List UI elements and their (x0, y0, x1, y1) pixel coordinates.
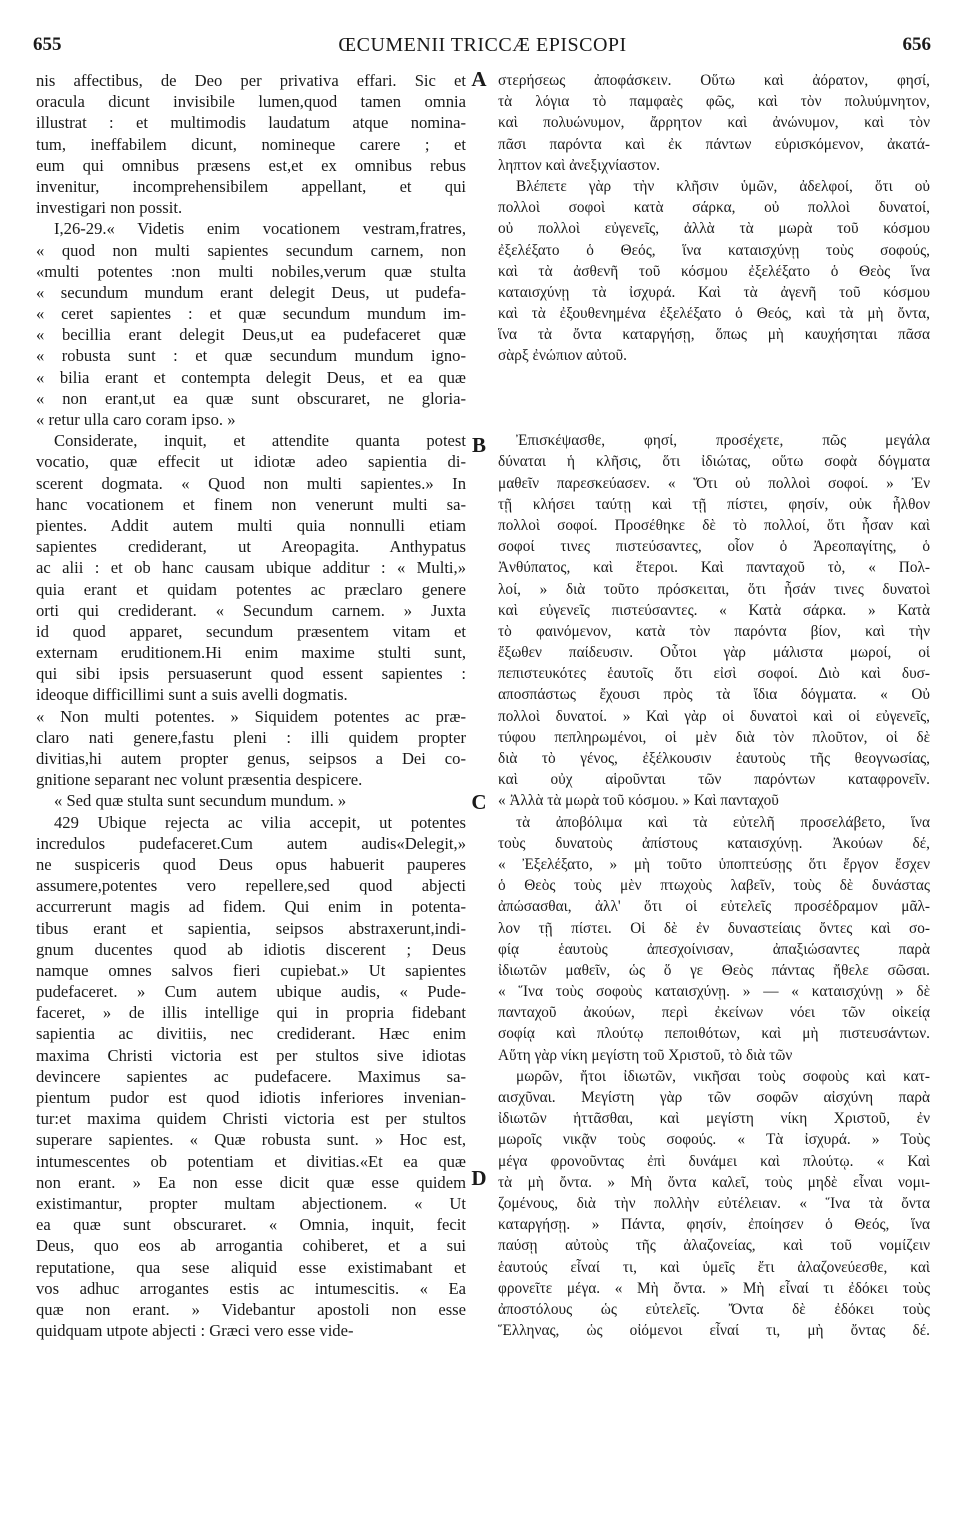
latin-column (36, 70, 466, 1341)
latin-line: ac alii : et ob hanc causam ubique additur : « Multi,» (36, 558, 466, 578)
greek-line: σοφοί τινες πιστεύσαντες, οἷον ὁ Ἀρεοπαγίτης, ὁ (498, 538, 930, 556)
latin-line: scerent dogmata. « Quod non multi sapientes.» In (36, 473, 466, 493)
section-marker-d: D (471, 1166, 487, 1190)
latin-line: « bilia erant et contempta delegit Deus, et ea quæ (36, 367, 466, 387)
latin-line: accurrerunt magis ad fidem. Qui enim in potenta- (36, 897, 466, 917)
greek-line: πολλοὶ σοφοί. Προσέθηκε δὲ τὸ πολλοί, ὅτι ἦσαν καὶ (498, 516, 930, 534)
greek-line: μωροῖς νικᾷν τοὺς σοφούς. « Τὰ ἰσχυρά. » Τοὺς (498, 1131, 930, 1149)
greek-line: πολλοὶ σοφοὶ κατὰ σάρκα, οὐ πολλοὶ δυνατοί, (498, 199, 930, 217)
greek-line: Βλέπετε γὰρ τὴν κλῆσιν ὑμῶν, ἀδελφοί, ὅτι οὐ (516, 177, 930, 195)
latin-line: « non erant,ut ea quæ sunt obscuraret, ne gloria- (36, 388, 466, 408)
greek-line: καὶ τὰ ἐξουθενημένα ἐξελέξατο ὁ Θεός, καὶ τὰ μὴ ὄντα, (498, 305, 930, 323)
page-number-right: 656 (902, 34, 931, 55)
latin-line: sapientes crediderant, ut Areopagita. Anthypatus (36, 537, 466, 557)
greek-line: καταισχύνῃ τὰ ἰσχυρά. Καὶ τὰ ἀγενῆ τοῦ κόσμου (498, 283, 930, 301)
greek-line: φρονεῖτε μέγα. « Μὴ ὄντα. » Μὴ εἶναί τι ἐδόκει τοὺς (498, 1279, 930, 1297)
greek-line: ληπτον καὶ ἀνεξιχνίαστον. (498, 156, 660, 174)
latin-line: pientes. Addit autem multi quia nonnulli etiam (36, 515, 466, 535)
greek-line: Ἕλληνας, ὡς οἰόμενοι εἶναί τι, μὴ ὄντας δέ. (498, 1322, 930, 1340)
latin-line: orti qui crediderant. « Secundum carnem. » Juxta (36, 600, 466, 620)
greek-line: πᾶσι παρόντα καὶ ἐκ πάντων εὑρισκόμενον, ἀκατά- (498, 135, 930, 153)
greek-line: τύφου πεπληρωμένοι, οἱ μὲν διὰ τὸν πλοῦτον, οἱ δὲ (498, 728, 930, 746)
section-marker-c: C (471, 790, 487, 814)
greek-line: πανταχοῦ ἀκούων, περὶ ἐκείνων νόει τῶν οἰκείᾳ (498, 1004, 930, 1022)
latin-line: ne suspiceris quod Deus opus habuerit pauperes (36, 854, 466, 874)
latin-line: « Non multi potentes. » Siquidem potentes ac præ- (36, 706, 466, 726)
latin-line: qui sibi ipsis persuaserunt quod essent sapientes : (36, 664, 466, 684)
greek-line (498, 367, 930, 388)
latin-line: tur:et maxima quidem Christi victoria est per stultos (36, 1109, 466, 1129)
latin-line: pudefaceret. » Cum autem ubique audis, « Pude- (36, 982, 466, 1002)
greek-line: διὰ τὸ γένος, ἐξέλκουσιν ἑαυτοὺς τῆς θεογνωσίας, (498, 750, 930, 767)
latin-line: « Sed quæ stulta sunt secundum mundum. » (54, 791, 347, 811)
latin-line: « secundum mundum erant delegit Deus, ut pudefa- (36, 282, 466, 302)
latin-line: namque omnes salvos fieri cupiebat.» Ut sapientes (36, 960, 466, 980)
greek-line: τὰ μὴ ὄντα. » Μὴ ὄντα καλεῖ, τοὺς μηδὲ εἶναι νομι- (498, 1173, 930, 1191)
latin-line: « quod non multi sapientes secundum carnem, non (36, 240, 466, 260)
greek-line: ἔξωθεν παίδευσιν. Οὗτοι γὰρ μάλιστα μωροί, οἱ (498, 644, 930, 662)
latin-line: «multi potentes :non multi nobiles,verum quæ stulta (36, 261, 466, 281)
greek-line: ἀπώσασθαι, ἀλλ' ὅτι οἱ εὐτελεῖς προσέδραμον μᾶλ- (498, 898, 930, 916)
latin-line: existimantur, propter multam abjectionem. « Ut (36, 1193, 466, 1213)
latin-line: reputatione, qua sese aliquid esse existimabant et (36, 1257, 466, 1277)
greek-line (498, 388, 930, 409)
greek-line: οὐ πολλοὶ εὐγενεῖς, ἀλλὰ τὰ μωρὰ τοῦ κόσμου (498, 220, 930, 238)
greek-line: καὶ πολυώνυμον, ἄρρητον καὶ ἀνώνυμον, καὶ τὸν (498, 114, 930, 132)
greek-line: σοφίᾳ καὶ πλούτῳ πεποιθότων, καὶ μὴ πιστευσάντων. (498, 1025, 930, 1043)
latin-line: ideoque difficillimi sunt a suis avelli dogmatis. (36, 685, 348, 705)
greek-line: πεπιστευκότες ἑαυτοῖς ὅτι εἰσὶ σοφοί. Διὸ καὶ δυσ- (498, 665, 930, 683)
latin-line: « retur ulla caro coram ipso. » (36, 410, 236, 429)
greek-line: τὰ λόγια τὸ παμφαὲς φῶς, καὶ τὸν πολυύμνητον, (498, 93, 930, 111)
greek-line: τὰ ἀποβόλιμα καὶ τὰ εὐτελῆ προσελάβετο, ἵνα (516, 813, 930, 831)
latin-line: gnitione separant nec volunt præsentia despicere. (36, 770, 363, 790)
greek-line (498, 409, 930, 430)
greek-line: ζομένους, διὰ τὴν πολλὴν εὐτέλειαν. « Ἵνα τὰ ὄντα (498, 1194, 930, 1212)
greek-line: μωρῶν, ἤτοι ἰδιωτῶν, νικῆσαι τοὺς σοφοὺς καὶ κατ- (516, 1067, 930, 1085)
running-title: ŒCUMENII TRICCÆ EPISCOPI (338, 34, 627, 56)
greek-line: καὶ εὐγενεῖς πιστεύσαντες. « Κατὰ σάρκα. » Κατὰ (498, 601, 930, 619)
latin-line: « ceret sapientes : et quæ secundum mundum im- (36, 304, 466, 324)
latin-line: investigari non possit. (36, 198, 183, 218)
latin-line: 429 Ubique rejecta ac vilia accepit, ut potentes (54, 812, 466, 832)
latin-line: Considerate, inquit, et attendite quanta potest (54, 431, 466, 451)
latin-line: faceret, » de illis intellige qui in propria fidebant (36, 1003, 466, 1023)
greek-line: Ἀνθύπατος, καὶ ἕτεροι. Καὶ πανταχοῦ τὸ, « Πολ- (498, 559, 930, 577)
greek-line: παύσῃ αὐτοὺς τῆς ἀλαζονείας, καὶ τοῦ νομίζειν (498, 1237, 930, 1255)
greek-line: « Ἀλλὰ τὰ μωρὰ τοῦ κόσμου. » Καὶ πανταχοῦ (498, 792, 779, 810)
latin-line: maxima Christi victoria est per stultos sive idiotas (36, 1045, 466, 1065)
greek-line: λον τῇ πίστει. Οἱ δὲ ἐν δυναστείαις ὄντες καὶ σο- (498, 919, 930, 937)
latin-line: eum qui omnibus præsens est,et ex omnibus rebus (36, 155, 466, 175)
greek-column (498, 70, 930, 1341)
latin-line: sapientia ac divitiis, nec crediderant. Hæc enim (36, 1024, 466, 1044)
greek-line: αισχῦναι. Μεγίστη γὰρ τῶν σοφῶν αἰσχύνη παρὰ (498, 1089, 930, 1106)
latin-line: ea quæ sunt obscuraret. « Omnia, inquit, fecit (36, 1215, 466, 1235)
latin-line: quæ non erant. » Videbantur apostoli non esse (36, 1299, 466, 1319)
latin-line: pientum pudor est quod idiotis inferiores invenian- (36, 1088, 466, 1107)
greek-line: αποσπάστως ἔχουσι πρὸς τὰ ἴδια δόγματα. « Οὐ (498, 686, 930, 704)
latin-line: hanc vocationem et finem non venerunt multi sa- (36, 494, 466, 514)
greek-line: ἵνα τὰ ὄντα καταργήσῃ, ὅπως μὴ καυχήσηται πᾶσα (498, 326, 930, 344)
greek-line: « Ἐξελέξατο, » μὴ τοῦτο ὑποπτεύσῃς ὅτι ἔργον ἔσχεν (498, 855, 930, 873)
latin-line: nis affectibus, de Deo per privativa effari. Sic et (36, 71, 466, 90)
latin-line: non erant. » Ea non esse dicit quæ esse quidem (36, 1172, 466, 1192)
latin-line: oracula dicunt invisibile lumen,quod tamen omnia (36, 92, 466, 112)
latin-line: claro nati genere,fastu pleni : illi quidem propter (36, 727, 466, 747)
latin-line: Deus, quo eos ab arrogantia cohiberet, et a sui (36, 1236, 466, 1256)
greek-line: ὁ Θεὸς τοὺς μὲν πτωχοὺς λαβεῖν, τοὺς δὲ δυνάστας (498, 877, 930, 895)
greek-line: πολλοὶ δυνατοί. » Καὶ γὰρ οἱ δυνατοὶ καὶ οἱ εὐγενεῖς, (498, 707, 930, 725)
greek-line: φίᾳ ἑαυτοὺς ἀπεσχοίνισαν, ἀπαξιώσαντες παρὰ (498, 940, 930, 958)
latin-line: « robusta sunt : et quæ secundum mundum igno- (36, 346, 466, 366)
page-number-left: 655 (33, 34, 62, 55)
greek-line: στερήσεως ἀποφάσκειν. Οὕτω καὶ ἀόρατον, φησί, (498, 72, 930, 89)
greek-line: καὶ τὰ ἀσθενῆ τοῦ κόσμου ἐξελέξατο ὁ Θεὸς ἵνα (498, 262, 930, 280)
latin-line: assumere,potentes vero repellere,sed quod abjecti (36, 876, 466, 896)
latin-line: quidquam utpote abjecti : Græci vero esse vide- (36, 1321, 354, 1341)
section-marker-a: A (471, 67, 487, 91)
latin-line: incredulos pudefaceret.Cum autem audis«Delegit,» (36, 833, 466, 853)
latin-line: I,26-29.« Videtis enim vocationem vestram,fratres, (54, 219, 466, 239)
latin-line: gnum ducentes quod ab idiotis discerent ; Deus (36, 939, 466, 959)
latin-line: superare sapientes. « Quæ robusta sunt. » Hoc est, (36, 1130, 466, 1150)
latin-line: vos adhuc arrogantes estis ac intumescitis. « Ea (36, 1278, 466, 1298)
greek-line: ἑαυτούς εἶναί τι, καὶ ὑμεῖς ἔτι ἀλαζονεύεσθε, καὶ (498, 1258, 930, 1276)
section-marker-b: B (471, 433, 486, 457)
greek-line: τὸ φαινόμενον, κατὰ τὸν παρόντα βίον, καὶ τὴν (498, 622, 930, 640)
greek-line: ἐξελέξατο ὁ Θεός, ἵνα καταισχύνῃ τοὺς σοφούς, (498, 241, 930, 259)
greek-line: Ἐπισκέψασθε, φησί, προσέχετε, πῶς μεγάλα (516, 432, 930, 450)
latin-line: tum, ineffabilem dicunt, nomineque carere ; et (36, 134, 466, 154)
greek-line: « Ἵνα τοὺς σοφοὺς καταισχύνῃ. » — « καταισχύνῃ » δὲ (498, 983, 930, 1001)
latin-line: invenitur, incomprehensibilem appellant, et qui (36, 176, 466, 196)
running-header (0, 0, 965, 72)
latin-line: vocatio, quæ effecit ut idiotæ adeo sapientia di- (36, 452, 466, 472)
latin-line: « becillia erant delegit Deus,ut ea pudefaceret quæ (36, 325, 466, 345)
greek-line: δύναται ἡ κλῆσις, ὅτι ἰδιώτας, οὕτω σοφὰ δόγματα (498, 453, 930, 471)
greek-line: ἀποστόλους ὡς εὐτελεῖς. Ὄντα δὲ ἐδόκει τοὺς (498, 1300, 930, 1318)
greek-line: καταργήσῃ. » Πάντα, φησίν, ἐποίησεν ὁ Θεός, ἵνα (498, 1216, 930, 1234)
latin-line: id quod apparet, secundum præsentem vitam et (36, 621, 466, 641)
greek-line: καὶ οὐχ αἱροῦνται τῶν παρόντων καταφρονεῖν. (498, 771, 930, 789)
greek-line: ἰδιωτῶν ἡττᾶσθαι, καὶ μεγίστη νίκη Χριστοῦ, ἐν (498, 1110, 930, 1128)
greek-line: μέγα φρονοῦντας ἐπὶ δυνάμει καὶ πλούτῳ. « Καὶ (498, 1152, 930, 1170)
latin-line: tibus erant et sapientia, seipsos abstraxerunt,indi- (36, 918, 466, 938)
greek-line: ἰδιωτῶν μαθεῖν, ὡς ὅ γε Θεὸς πάντας ἤθελε σῶσαι. (498, 961, 930, 979)
greek-line: τῇ κλήσει ταύτῃ καὶ τῇ πίστει, φησίν, οὐκ ἦλθον (498, 495, 930, 513)
greek-line: μαθεῖν παρεσκεύασεν. « Ὅτι οὐ πολλοὶ σοφοί. » Ἐν (498, 474, 930, 492)
latin-line: intumescentes ob potentiam et divitias.«Et ea quæ (36, 1151, 466, 1171)
latin-line: illustrat : et multimodis laudatum atque nomina- (36, 113, 466, 133)
latin-line: quia erant et quidam potentes ac præclaro genere (36, 579, 466, 599)
greek-line: Αὕτη γὰρ νίκη μεγίστη τοῦ Χριστοῦ, τὸ διὰ τῶν (498, 1046, 793, 1064)
greek-line: σὰρξ ἐνώπιον αὐτοῦ. (498, 347, 627, 365)
latin-line: devincere sapientes ac pudefacere. Maximus sa- (36, 1066, 466, 1086)
greek-line: τοὺς δυνατοὺς ἀπίστους καταισχύνῃ. Ἀκούων δέ, (498, 834, 930, 852)
latin-line: divitias,hi autem propter genus, seipsos a Dei co- (36, 749, 466, 768)
latin-line: externam eruditionem.Hi enim maxime stulti sunt, (36, 643, 466, 663)
greek-line: λοί, » διὰ τοῦτο πρόσκειται, ὅτι ἦσάν τινες δυνατοὶ (498, 580, 930, 598)
